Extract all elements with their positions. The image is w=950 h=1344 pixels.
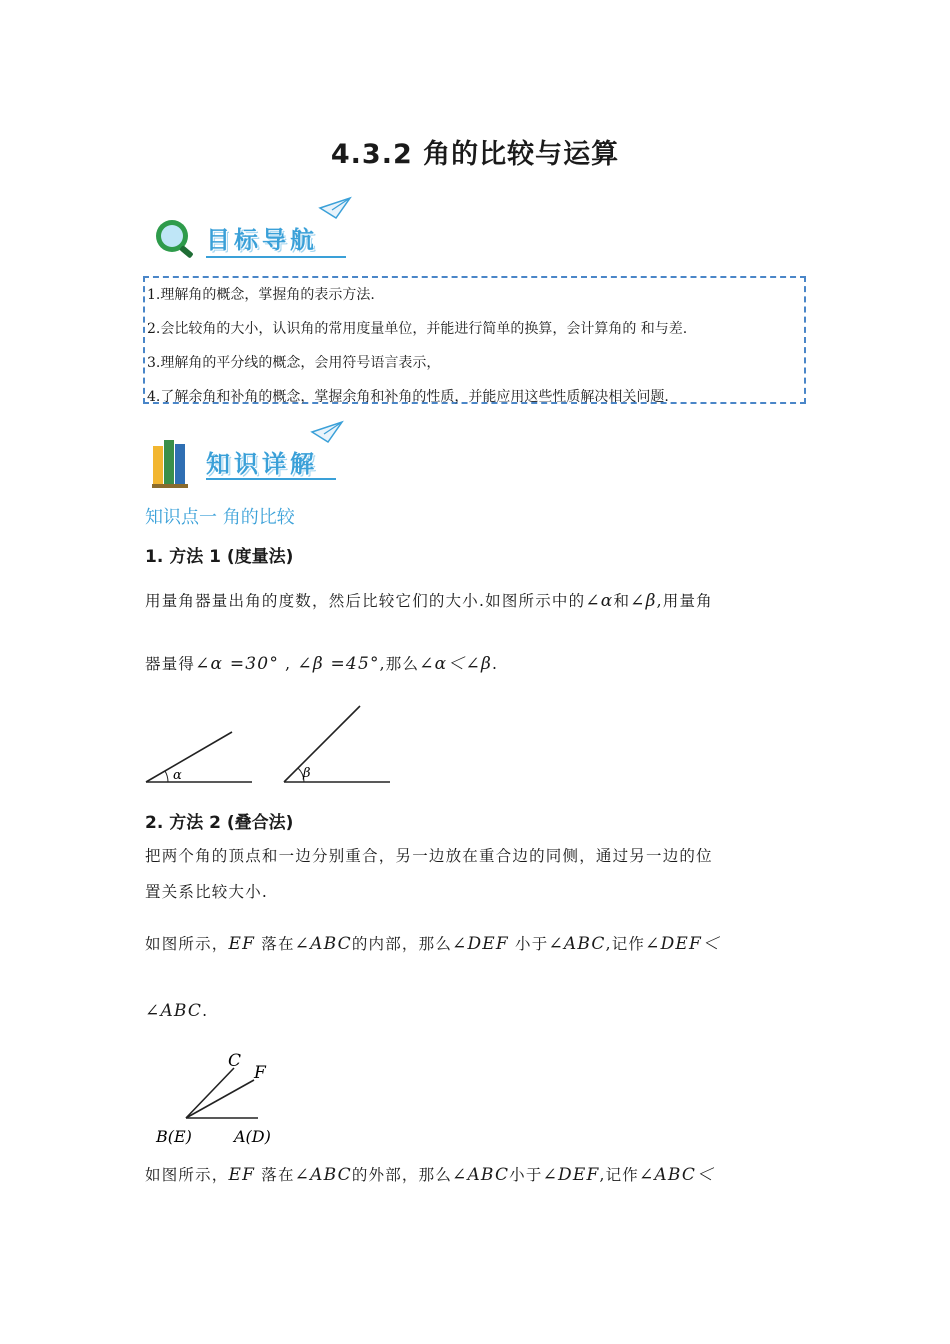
method1-line1 bbox=[145, 589, 713, 611]
text: ,那么 bbox=[379, 655, 420, 673]
goals-banner bbox=[150, 200, 360, 268]
goal-item: 3.理解角的平分线的概念，会用符号语言表示， bbox=[147, 355, 441, 371]
method2-case1-line1: 如图所示，EF 落在∠ABC的内部，那么∠DEF 小于∠ABC,记作∠DEF＜ bbox=[145, 934, 721, 954]
banner-underline bbox=[206, 478, 336, 480]
method2-desc-line2: 置关系比较大小. bbox=[145, 883, 269, 901]
angle-beta-figure bbox=[284, 706, 390, 782]
method2-case2-line1: 如图所示，EF 落在∠ABC的外部，那么∠ABC小于∠DEF,记作∠ABC＜ bbox=[145, 1165, 715, 1185]
label-ad: A(D) bbox=[234, 1127, 271, 1146]
page-title: 4.3.2 角的比较与运算 bbox=[330, 139, 620, 170]
method1-heading: 1. 方法 1 (度量法) bbox=[145, 547, 294, 567]
angle-beta: ∠β bbox=[630, 591, 657, 611]
method1-line2: 器量得∠α =30° , ∠β =45°,那么∠α＜∠β. bbox=[145, 654, 499, 674]
method2-desc-line1: 把两个角的顶点和一边分别重合，另一边放在重合边的同侧，通过另一边的位 bbox=[145, 847, 713, 865]
angle-alpha-figure bbox=[146, 732, 252, 783]
angle-def: ∠DEF bbox=[452, 934, 509, 954]
method2-case1-line2: ∠ABC. bbox=[145, 1001, 209, 1021]
angle-alpha: ∠α bbox=[585, 591, 614, 611]
label-f: F bbox=[254, 1063, 266, 1083]
goals-box bbox=[143, 276, 806, 404]
angle-def: ∠DEF bbox=[542, 1165, 600, 1185]
measure-alpha: ∠α =30° bbox=[195, 654, 280, 674]
goal-item: 1.理解角的概念，掌握角的表示方法. bbox=[147, 287, 375, 303]
text: 用量角器量出角的度数，然后比较它们的大小.如图所示中的 bbox=[145, 592, 586, 610]
goals-banner-label: 目标导航 bbox=[206, 226, 318, 254]
overlap-angle-figure bbox=[150, 1046, 290, 1148]
relation-expression: ∠ABC＜ bbox=[638, 1165, 715, 1185]
measure-beta: ∠β =45° bbox=[297, 654, 380, 674]
ef-ray: EF bbox=[228, 934, 256, 954]
angle-abc: ∠ABC bbox=[452, 1165, 510, 1185]
angle-abc: ∠ABC bbox=[548, 934, 606, 954]
angle-abc: ∠ABC bbox=[145, 1001, 203, 1021]
knowledge-banner-label: 知识详解 bbox=[206, 450, 318, 478]
magnifier-icon bbox=[150, 214, 202, 260]
paper-plane-icon bbox=[310, 420, 344, 444]
paper-plane-icon bbox=[318, 196, 352, 220]
beta-label: β bbox=[303, 766, 311, 781]
label-be: B(E) bbox=[156, 1127, 192, 1146]
text: 和 bbox=[613, 592, 631, 610]
label-c: C bbox=[228, 1051, 242, 1071]
compare-expression: ∠α＜∠β bbox=[419, 654, 492, 674]
text: 器量得 bbox=[145, 655, 196, 673]
banner-underline bbox=[206, 256, 346, 258]
method2-heading: 2. 方法 2 (叠合法) bbox=[145, 813, 294, 833]
knowledge-point-title: 知识点一 角的比较 bbox=[145, 507, 295, 528]
angle-abc: ∠ABC bbox=[294, 1165, 352, 1185]
knowledge-banner bbox=[150, 422, 360, 490]
ef-ray: EF bbox=[228, 1165, 256, 1185]
relation-expression: ∠DEF＜ bbox=[645, 934, 721, 954]
angle-abc: ∠ABC bbox=[294, 934, 352, 954]
books-icon bbox=[150, 434, 192, 490]
goal-item: 4.了解余角和补角的概念，掌握余角和补角的性质，并能应用这些性质解决相关问题. bbox=[147, 389, 669, 405]
alpha-label: α bbox=[173, 768, 182, 783]
text: ,用量角 bbox=[656, 592, 713, 610]
goal-item: 2.会比较角的大小，认识角的常用度量单位，并能进行简单的换算，会计算角的 和与差. bbox=[147, 321, 688, 337]
angle-comparison-figure bbox=[140, 698, 400, 790]
